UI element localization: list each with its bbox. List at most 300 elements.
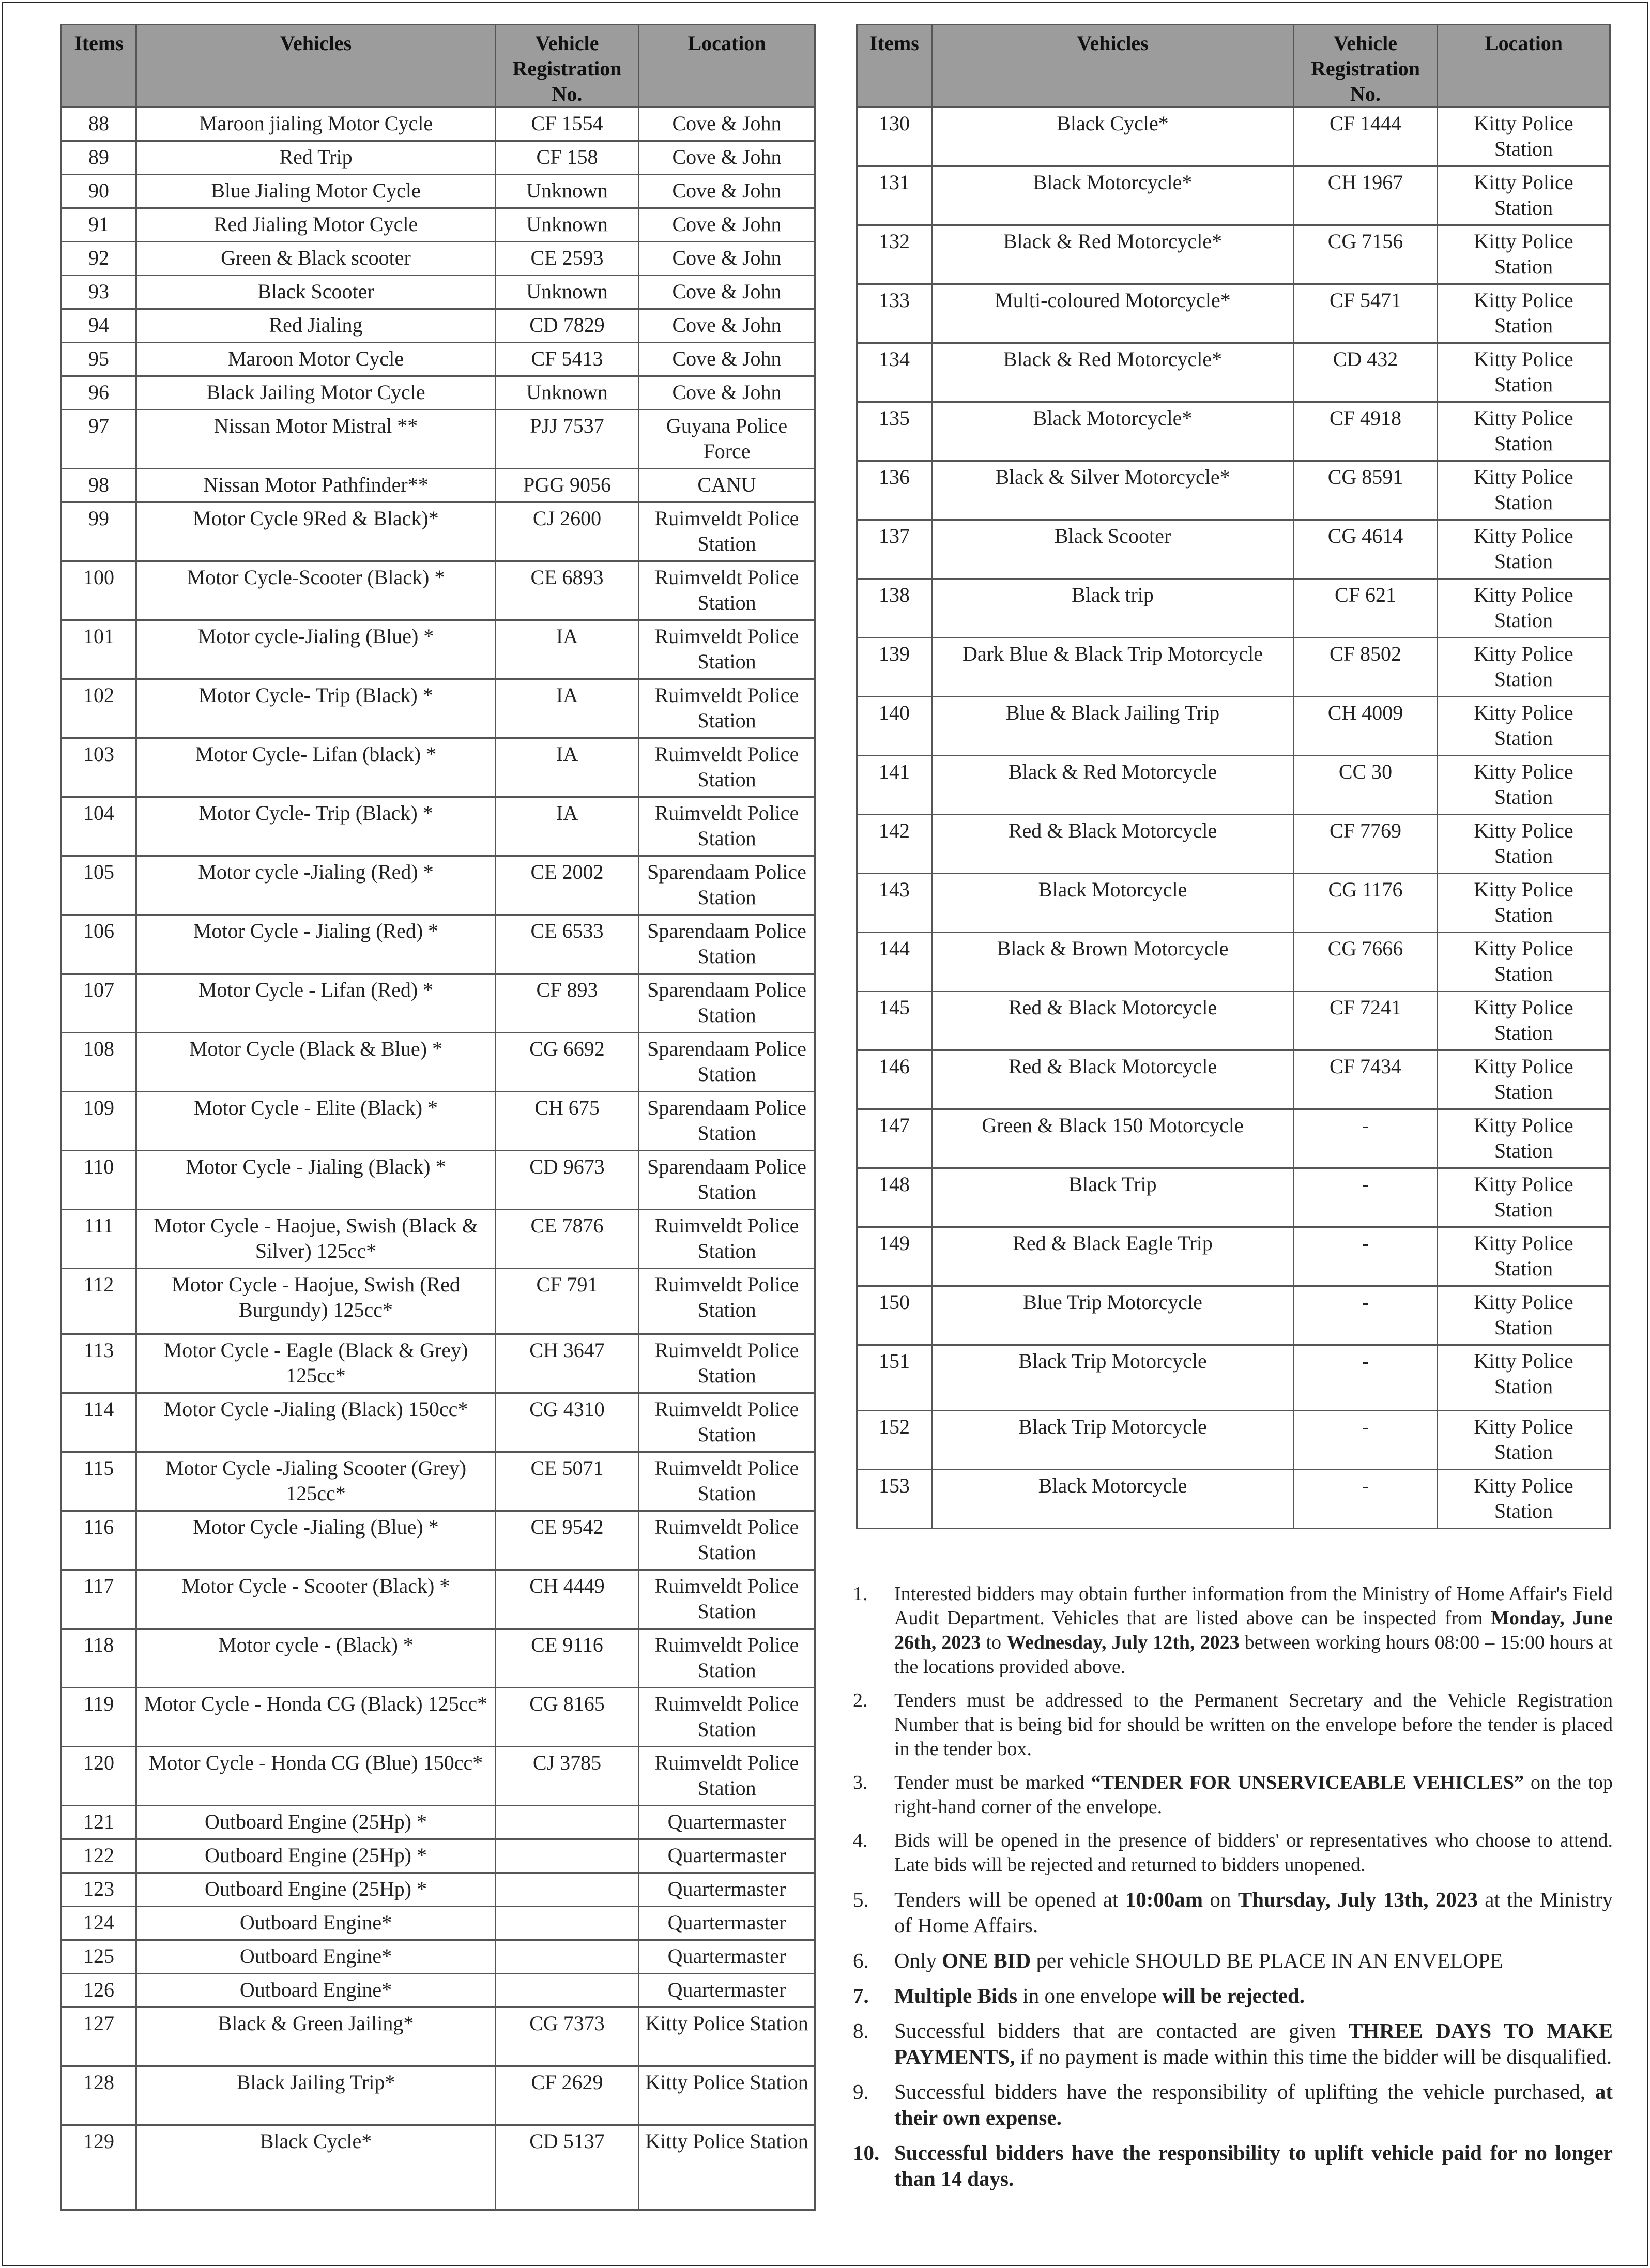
cell-registration: CJ 2600 xyxy=(496,503,639,561)
cell-item: 105 xyxy=(62,856,136,915)
cell-vehicle: Motor Cycle - Lifan (Red) * xyxy=(136,974,496,1033)
cell-item: 122 xyxy=(62,1839,136,1873)
table-row xyxy=(62,242,815,276)
cell-location: Ruimveldt Police Station xyxy=(639,1210,815,1269)
cell-location: Ruimveldt Police Station xyxy=(639,620,815,679)
table-row xyxy=(857,874,1610,933)
table-row xyxy=(62,1688,815,1747)
cell-location: Ruimveldt Police Station xyxy=(639,797,815,856)
cell-item: 88 xyxy=(62,108,136,141)
cell-registration: Unknown xyxy=(496,376,639,410)
cell-location: Quartermaster xyxy=(639,1940,815,1974)
instruction-text-part: Only xyxy=(894,1949,942,1972)
cell-item: 126 xyxy=(62,1974,136,2007)
cell-vehicle: Black Trip xyxy=(932,1168,1294,1227)
cell-vehicle: Motor Cycle -Jialing (Blue) * xyxy=(136,1511,496,1570)
cell-item: 130 xyxy=(857,108,932,166)
table-row xyxy=(62,738,815,797)
table-header-row xyxy=(857,25,1610,108)
cell-item: 124 xyxy=(62,1907,136,1940)
cell-registration: CF 791 xyxy=(496,1269,639,1334)
table-row xyxy=(62,1907,815,1940)
instruction-text-part: Bids will be opened in the presence of bidders' or representatives who choose to attend. Late bids will be rejected and returned to bidders unopened. xyxy=(894,1830,1613,1876)
instruction-text-part: Interested bidders may obtain further information from the Ministry of Home Affair's Field Audit Department. Vehicles that are listed above can be inspected from xyxy=(894,1583,1613,1629)
header-vehicles: Vehicles xyxy=(932,25,1294,108)
cell-registration: - xyxy=(1294,1345,1438,1411)
table-row xyxy=(62,276,815,309)
cell-registration: - xyxy=(1294,1470,1438,1529)
cell-registration xyxy=(496,1873,639,1907)
cell-registration: IA xyxy=(496,679,639,738)
cell-vehicle: Black Jailing Trip* xyxy=(136,2066,496,2125)
cell-vehicle: Outboard Engine* xyxy=(136,1974,496,2007)
table-row xyxy=(857,1345,1610,1411)
instruction-number: 6. xyxy=(853,1949,869,1972)
cell-location: Ruimveldt Police Station xyxy=(639,1452,815,1511)
cell-registration xyxy=(496,1839,639,1873)
table-row xyxy=(62,1210,815,1269)
cell-registration: CE 6533 xyxy=(496,915,639,974)
cell-location: Sparendaam Police Station xyxy=(639,974,815,1033)
cell-item: 134 xyxy=(857,343,932,402)
instruction-number: 7. xyxy=(853,1984,869,2007)
cell-location: Ruimveldt Police Station xyxy=(639,503,815,561)
table-row xyxy=(62,1393,815,1452)
cell-registration: CF 158 xyxy=(496,141,639,175)
cell-item: 95 xyxy=(62,343,136,376)
cell-registration xyxy=(496,1907,639,1940)
cell-location: Kitty Police Station xyxy=(1438,1051,1610,1109)
cell-item: 129 xyxy=(62,2125,136,2210)
instruction-text xyxy=(894,1582,1613,1679)
cell-registration: IA xyxy=(496,620,639,679)
instruction-text-part: on the top right-hand corner of the envelope. xyxy=(894,1772,1613,1818)
cell-item: 139 xyxy=(857,638,932,697)
table-row xyxy=(62,1629,815,1688)
cell-vehicle: Black Jailing Motor Cycle xyxy=(136,376,496,410)
table-row xyxy=(62,343,815,376)
header-location: Location xyxy=(639,25,815,108)
cell-registration: CD 432 xyxy=(1294,343,1438,402)
cell-item: 91 xyxy=(62,208,136,242)
cell-item: 115 xyxy=(62,1452,136,1511)
cell-vehicle: Blue & Black Jailing Trip xyxy=(932,697,1294,756)
cell-vehicle: Black Motorcycle xyxy=(932,874,1294,933)
cell-vehicle: Red Jialing Motor Cycle xyxy=(136,208,496,242)
instruction-text-part: Successful bidders have the responsibility to uplift vehicle paid for no longer than 14 days. xyxy=(894,2141,1613,2190)
cell-vehicle: Motor Cycle - Honda CG (Black) 125cc* xyxy=(136,1688,496,1747)
table-row xyxy=(857,1227,1610,1286)
instruction-text-part: between working hours 08:00 – 15:00 hours at the locations provided above. xyxy=(894,1632,1613,1678)
instruction-number: 1. xyxy=(853,1583,868,1605)
instruction-text xyxy=(894,1947,1613,1973)
cell-location: Quartermaster xyxy=(639,1974,815,2007)
cell-registration: CG 8591 xyxy=(1294,461,1438,520)
instruction-number: 10. xyxy=(853,2141,880,2165)
table-row xyxy=(62,503,815,561)
cell-registration: CJ 3785 xyxy=(496,1747,639,1806)
cell-location: Kitty Police Station xyxy=(1438,166,1610,225)
cell-location: Cove & John xyxy=(639,208,815,242)
cell-vehicle: Red Jialing xyxy=(136,309,496,343)
cell-vehicle: Motor Cycle (Black & Blue) * xyxy=(136,1033,496,1092)
cell-registration: CE 2593 xyxy=(496,242,639,276)
cell-item: 147 xyxy=(857,1109,932,1168)
cell-registration: CD 7829 xyxy=(496,309,639,343)
cell-location: Cove & John xyxy=(639,276,815,309)
cell-location: Quartermaster xyxy=(639,1873,815,1907)
table-row xyxy=(857,520,1610,579)
cell-location: Kitty Police Station xyxy=(1438,520,1610,579)
cell-registration: - xyxy=(1294,1286,1438,1345)
cell-item: 119 xyxy=(62,1688,136,1747)
cell-location: Ruimveldt Police Station xyxy=(639,1570,815,1629)
cell-registration: CC 30 xyxy=(1294,756,1438,815)
cell-item: 123 xyxy=(62,1873,136,1907)
cell-vehicle: Motor Cycle - Honda CG (Blue) 150cc* xyxy=(136,1747,496,1806)
cell-registration: CG 1176 xyxy=(1294,874,1438,933)
cell-location: Ruimveldt Police Station xyxy=(639,1688,815,1747)
cell-registration: CE 5071 xyxy=(496,1452,639,1511)
instruction-text-part: will be rejected. xyxy=(1162,1984,1305,2007)
cell-registration xyxy=(496,1940,639,1974)
table-row xyxy=(62,1092,815,1151)
cell-registration xyxy=(496,1806,639,1839)
instruction-item xyxy=(853,2079,1613,2130)
cell-location: Kitty Police Station xyxy=(1438,579,1610,638)
cell-location: Kitty Police Station xyxy=(1438,638,1610,697)
cell-item: 152 xyxy=(857,1411,932,1470)
instruction-text xyxy=(894,1688,1613,1761)
cell-registration: CF 4918 xyxy=(1294,402,1438,461)
instruction-text-part: Tender must be marked xyxy=(894,1772,1091,1793)
cell-registration: Unknown xyxy=(496,276,639,309)
cell-registration xyxy=(496,1974,639,2007)
cell-item: 145 xyxy=(857,992,932,1051)
table-row xyxy=(857,697,1610,756)
instruction-text xyxy=(894,1771,1613,1819)
cell-item: 90 xyxy=(62,175,136,208)
cell-vehicle: Motor Cycle- Lifan (black) * xyxy=(136,738,496,797)
instruction-text-part: 10:00am xyxy=(1125,1888,1203,1911)
instruction-text-part: Successful bidders that are contacted are given xyxy=(894,2019,1349,2043)
table-row xyxy=(62,1806,815,1839)
table-row xyxy=(62,1940,815,1974)
instruction-text-part: at the Ministry of Home Affairs. xyxy=(894,1888,1613,1937)
cell-item: 108 xyxy=(62,1033,136,1092)
table-row xyxy=(62,1269,815,1334)
instruction-text-part: per vehicle SHOULD BE PLACE IN AN ENVELOPE xyxy=(1031,1949,1503,1972)
cell-vehicle: Motor Cycle- Trip (Black) * xyxy=(136,797,496,856)
cell-vehicle: Red & Black Motorcycle xyxy=(932,1051,1294,1109)
cell-item: 132 xyxy=(857,225,932,284)
cell-vehicle: Black Motorcycle xyxy=(932,1470,1294,1529)
cell-vehicle: Outboard Engine (25Hp) * xyxy=(136,1806,496,1839)
cell-item: 149 xyxy=(857,1227,932,1286)
cell-registration: CF 2629 xyxy=(496,2066,639,2125)
cell-location: Kitty Police Station xyxy=(1438,933,1610,992)
table-row xyxy=(62,141,815,175)
cell-location: Quartermaster xyxy=(639,1907,815,1940)
cell-location: Kitty Police Station xyxy=(1438,402,1610,461)
cell-registration: CG 8165 xyxy=(496,1688,639,1747)
instruction-text-part: Successful bidders have the responsibility of uplifting the vehicle purchased, xyxy=(894,2080,1595,2104)
table-row xyxy=(62,175,815,208)
cell-item: 140 xyxy=(857,697,932,756)
cell-vehicle: Motor Cycle - Eagle (Black & Grey) 125cc* xyxy=(136,1334,496,1393)
instruction-item xyxy=(853,1829,1613,1877)
cell-item: 94 xyxy=(62,309,136,343)
instruction-text-part: Wednesday, July 12th, 2023 xyxy=(1006,1632,1240,1653)
cell-location: Kitty Police Station xyxy=(639,2125,815,2210)
cell-location: Kitty Police Station xyxy=(1438,343,1610,402)
table-row xyxy=(857,815,1610,874)
cell-registration: - xyxy=(1294,1168,1438,1227)
cell-vehicle: Motor Cycle - Jialing (Black) * xyxy=(136,1151,496,1210)
cell-vehicle: Motor cycle-Jialing (Blue) * xyxy=(136,620,496,679)
cell-registration: CE 7876 xyxy=(496,1210,639,1269)
table-row xyxy=(62,2066,815,2125)
cell-location: Kitty Police Station xyxy=(1438,697,1610,756)
cell-location: Kitty Police Station xyxy=(639,2007,815,2066)
vehicles-table-left xyxy=(60,24,816,2211)
cell-item: 114 xyxy=(62,1393,136,1452)
cell-vehicle: Green & Black 150 Motorcycle xyxy=(932,1109,1294,1168)
cell-registration: CF 1554 xyxy=(496,108,639,141)
table-row xyxy=(857,933,1610,992)
cell-registration: CH 1967 xyxy=(1294,166,1438,225)
cell-location: Sparendaam Police Station xyxy=(639,915,815,974)
cell-registration: CE 9542 xyxy=(496,1511,639,1570)
cell-item: 142 xyxy=(857,815,932,874)
cell-item: 111 xyxy=(62,1210,136,1269)
cell-location: Kitty Police Station xyxy=(1438,1286,1610,1345)
cell-registration: CH 3647 xyxy=(496,1334,639,1393)
cell-item: 121 xyxy=(62,1806,136,1839)
instruction-text xyxy=(894,2079,1613,2130)
cell-item: 116 xyxy=(62,1511,136,1570)
cell-vehicle: Black & Red Motorcycle xyxy=(932,756,1294,815)
cell-registration: CG 7156 xyxy=(1294,225,1438,284)
instruction-text-part: at their own expense. xyxy=(894,2080,1613,2129)
cell-location: Quartermaster xyxy=(639,1806,815,1839)
tender-instructions xyxy=(853,1582,1613,2201)
cell-item: 110 xyxy=(62,1151,136,1210)
table-row xyxy=(62,679,815,738)
cell-item: 131 xyxy=(857,166,932,225)
instruction-number: 8. xyxy=(853,2019,869,2043)
table-row xyxy=(62,1033,815,1092)
cell-registration: CG 6692 xyxy=(496,1033,639,1092)
cell-registration: Unknown xyxy=(496,208,639,242)
table-row xyxy=(857,108,1610,166)
table-row xyxy=(857,1051,1610,1109)
header-items: Items xyxy=(857,25,932,108)
cell-item: 98 xyxy=(62,469,136,503)
cell-location: Ruimveldt Police Station xyxy=(639,738,815,797)
cell-location: Kitty Police Station xyxy=(1438,1227,1610,1286)
table-row xyxy=(62,974,815,1033)
cell-vehicle: Outboard Engine (25Hp) * xyxy=(136,1873,496,1907)
cell-registration: CF 621 xyxy=(1294,579,1438,638)
cell-item: 101 xyxy=(62,620,136,679)
cell-vehicle: Black Motorcycle* xyxy=(932,166,1294,225)
cell-registration: - xyxy=(1294,1227,1438,1286)
cell-registration: CF 7769 xyxy=(1294,815,1438,874)
instruction-text xyxy=(894,1886,1613,1938)
cell-item: 153 xyxy=(857,1470,932,1529)
cell-location: Quartermaster xyxy=(639,1839,815,1873)
cell-location: Ruimveldt Police Station xyxy=(639,1629,815,1688)
vehicles-table-right xyxy=(856,24,1611,1529)
cell-location: Kitty Police Station xyxy=(1438,461,1610,520)
table-row xyxy=(62,1873,815,1907)
cell-item: 127 xyxy=(62,2007,136,2066)
cell-registration: CE 6893 xyxy=(496,561,639,620)
table-row xyxy=(857,638,1610,697)
instruction-text xyxy=(894,2018,1613,2069)
cell-registration: - xyxy=(1294,1411,1438,1470)
table-row xyxy=(62,108,815,141)
cell-registration: CF 5471 xyxy=(1294,284,1438,343)
table-row xyxy=(62,2125,815,2210)
cell-vehicle: Motor Cycle -Jialing (Black) 150cc* xyxy=(136,1393,496,1452)
cell-vehicle: Maroon Motor Cycle xyxy=(136,343,496,376)
table-row xyxy=(857,756,1610,815)
cell-vehicle: Red & Black Motorcycle xyxy=(932,815,1294,874)
cell-item: 109 xyxy=(62,1092,136,1151)
cell-location: Cove & John xyxy=(639,175,815,208)
table-row xyxy=(857,166,1610,225)
header-registration: Vehicle Registration No. xyxy=(496,25,639,108)
cell-location: Sparendaam Police Station xyxy=(639,856,815,915)
table-row xyxy=(62,309,815,343)
cell-registration: PGG 9056 xyxy=(496,469,639,503)
table-row xyxy=(62,915,815,974)
cell-item: 106 xyxy=(62,915,136,974)
cell-location: Kitty Police Station xyxy=(1438,1109,1610,1168)
cell-item: 117 xyxy=(62,1570,136,1629)
cell-vehicle: Black & Silver Motorcycle* xyxy=(932,461,1294,520)
instruction-number: 3. xyxy=(853,1772,868,1793)
cell-item: 93 xyxy=(62,276,136,309)
cell-registration: CG 7666 xyxy=(1294,933,1438,992)
instruction-text-part: THREE DAYS TO MAKE PAYMENTS, xyxy=(894,2019,1613,2068)
table-row xyxy=(62,856,815,915)
table-row xyxy=(62,620,815,679)
cell-vehicle: Black & Brown Motorcycle xyxy=(932,933,1294,992)
table-row xyxy=(62,208,815,242)
cell-item: 125 xyxy=(62,1940,136,1974)
cell-location: Ruimveldt Police Station xyxy=(639,679,815,738)
cell-registration: Unknown xyxy=(496,175,639,208)
cell-item: 150 xyxy=(857,1286,932,1345)
table-row xyxy=(857,1168,1610,1227)
cell-registration: CG 4310 xyxy=(496,1393,639,1452)
cell-location: Ruimveldt Police Station xyxy=(639,1511,815,1570)
cell-vehicle: Red Trip xyxy=(136,141,496,175)
cell-location: Cove & John xyxy=(639,242,815,276)
cell-item: 136 xyxy=(857,461,932,520)
cell-item: 144 xyxy=(857,933,932,992)
instruction-number: 4. xyxy=(853,1830,868,1851)
cell-registration: CD 9673 xyxy=(496,1151,639,1210)
table-row xyxy=(62,1151,815,1210)
cell-vehicle: Multi-coloured Motorcycle* xyxy=(932,284,1294,343)
table-row xyxy=(62,561,815,620)
cell-registration: CE 2002 xyxy=(496,856,639,915)
cell-item: 103 xyxy=(62,738,136,797)
instruction-item xyxy=(853,1886,1613,1938)
table-row xyxy=(857,461,1610,520)
cell-vehicle: Black Scooter xyxy=(932,520,1294,579)
cell-vehicle: Motor Cycle - Haojue, Swish (Black & Silver) 125cc* xyxy=(136,1210,496,1269)
instruction-text-part: ONE BID xyxy=(942,1949,1031,1972)
cell-location: Sparendaam Police Station xyxy=(639,1151,815,1210)
cell-item: 135 xyxy=(857,402,932,461)
cell-location: Ruimveldt Police Station xyxy=(639,1269,815,1334)
cell-item: 128 xyxy=(62,2066,136,2125)
cell-vehicle: Red & Black Eagle Trip xyxy=(932,1227,1294,1286)
instruction-item xyxy=(853,1688,1613,1761)
instruction-text xyxy=(894,2140,1613,2191)
table-row xyxy=(62,797,815,856)
header-registration: Vehicle Registration No. xyxy=(1294,25,1438,108)
cell-item: 96 xyxy=(62,376,136,410)
cell-item: 120 xyxy=(62,1747,136,1806)
cell-location: Cove & John xyxy=(639,343,815,376)
cell-location: Kitty Police Station xyxy=(1438,815,1610,874)
instruction-text-part: Multiple Bids xyxy=(894,1984,1018,2007)
cell-location: Cove & John xyxy=(639,309,815,343)
instruction-item xyxy=(853,1771,1613,1819)
cell-vehicle: Black Cycle* xyxy=(932,108,1294,166)
cell-registration: CF 5413 xyxy=(496,343,639,376)
cell-vehicle: Black Motorcycle* xyxy=(932,402,1294,461)
cell-vehicle: Blue Trip Motorcycle xyxy=(932,1286,1294,1345)
cell-vehicle: Nissan Motor Pathfinder** xyxy=(136,469,496,503)
table-row xyxy=(62,469,815,503)
table-row xyxy=(62,2007,815,2066)
instruction-text-part: in one envelope xyxy=(1017,1984,1163,2007)
cell-location: Cove & John xyxy=(639,141,815,175)
cell-location: Kitty Police Station xyxy=(1438,756,1610,815)
instruction-text-part: Tenders will be opened at xyxy=(894,1888,1125,1911)
table-row xyxy=(857,992,1610,1051)
instruction-item xyxy=(853,1582,1613,1679)
instruction-text xyxy=(894,1829,1613,1877)
cell-location: Kitty Police Station xyxy=(1438,1345,1610,1411)
cell-registration: IA xyxy=(496,738,639,797)
table-row xyxy=(62,1452,815,1511)
cell-vehicle: Red & Black Motorcycle xyxy=(932,992,1294,1051)
cell-item: 97 xyxy=(62,410,136,469)
instruction-number: 9. xyxy=(853,2080,869,2104)
cell-item: 138 xyxy=(857,579,932,638)
cell-location: Kitty Police Station xyxy=(1438,1470,1610,1529)
cell-vehicle: Nissan Motor Mistral ** xyxy=(136,410,496,469)
instruction-number: 2. xyxy=(853,1689,868,1711)
cell-location: Cove & John xyxy=(639,108,815,141)
cell-registration: CF 1444 xyxy=(1294,108,1438,166)
table-row xyxy=(857,1109,1610,1168)
cell-registration: CF 8502 xyxy=(1294,638,1438,697)
cell-vehicle: Motor Cycle 9Red & Black)* xyxy=(136,503,496,561)
cell-registration: CF 7241 xyxy=(1294,992,1438,1051)
table-row xyxy=(857,1411,1610,1470)
cell-location: Ruimveldt Police Station xyxy=(639,1334,815,1393)
cell-item: 104 xyxy=(62,797,136,856)
